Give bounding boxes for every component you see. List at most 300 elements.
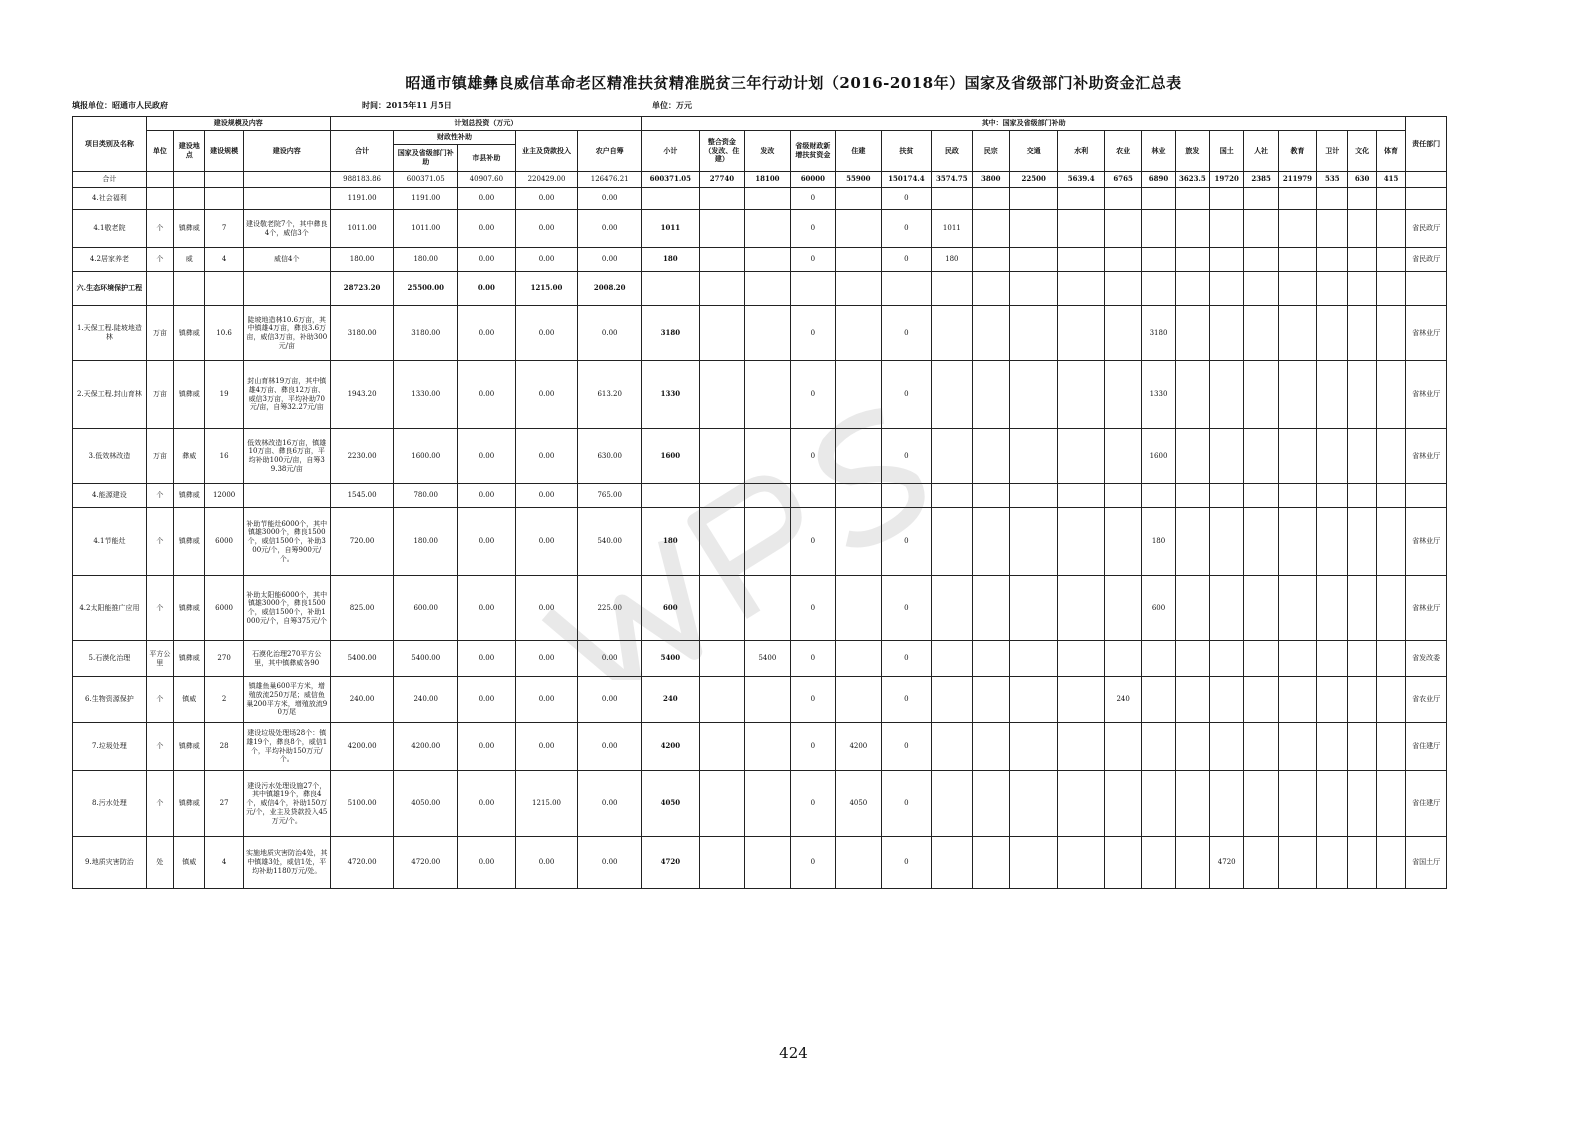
cell-d8 [1009,677,1058,723]
cell-name: 5.石漠化治理 [73,641,147,677]
table-row [73,837,1447,889]
cell-owner: 1215.00 [515,771,578,837]
col-resp: 责任部门 [1406,117,1447,172]
cell-farmer: 0.00 [578,641,642,677]
cell-name: 4.2居家养老 [73,248,147,272]
cell-d4 [836,306,881,361]
cell-d2 [745,771,790,837]
cell-owner: 220429.00 [515,172,578,188]
cell-site: 镇威 [174,837,205,889]
table-row [73,188,1447,210]
table-body [73,172,1447,889]
cell-scale [205,272,243,306]
cell-d16 [1317,677,1348,723]
cell-d17 [1348,837,1376,889]
cell-national: 240.00 [394,677,458,723]
cell-d13 [1210,484,1244,508]
cell-total: 4720.00 [330,837,394,889]
cell-d8 [1009,484,1058,508]
cell-name: 8.污水处理 [73,771,147,837]
cell-d9 [1058,188,1104,210]
cell-d4 [836,508,881,576]
cell-scale: 6000 [205,576,243,641]
cell-d14 [1244,210,1278,248]
cell-d5: 0 [881,576,932,641]
cell-d16 [1317,641,1348,677]
col-site: 建设地点 [174,131,205,172]
cell-owner: 0.00 [515,306,578,361]
cell-d2 [745,723,790,771]
cell-d6 [932,306,972,361]
cell-owner: 0.00 [515,248,578,272]
cell-farmer: 0.00 [578,248,642,272]
col-d17: 文化 [1348,131,1376,172]
cell-d5: 0 [881,248,932,272]
cell-d11: 180 [1142,508,1175,576]
cell-d2 [745,361,790,429]
cell-d4 [836,484,881,508]
cell-total: 1011.00 [330,210,394,248]
cell-d6: 180 [932,248,972,272]
cell-farmer: 0.00 [578,210,642,248]
cell-d10 [1104,771,1141,837]
cell-d2 [745,210,790,248]
cell-name: 4.1节能灶 [73,508,147,576]
cell-d2 [745,576,790,641]
cell-resp [1406,172,1447,188]
cell-name: 9.地质灾害防治 [73,837,147,889]
cell-national: 25500.00 [394,272,458,306]
cell-d18 [1376,641,1406,677]
cell-farmer: 765.00 [578,484,642,508]
cell-d13 [1210,508,1244,576]
cell-d5: 0 [881,361,932,429]
cell-national: 1011.00 [394,210,458,248]
cell-subtotal: 5400 [642,641,700,677]
cell-unit: 万亩 [146,361,173,429]
cell-d13 [1210,771,1244,837]
table-row [73,723,1447,771]
cell-d1 [699,837,744,889]
cell-d8 [1009,837,1058,889]
cell-d11 [1142,484,1175,508]
cell-name: 1.天保工程.陡坡地造林 [73,306,147,361]
cell-d5: 0 [881,837,932,889]
cell-d16 [1317,837,1348,889]
cell-resp: 省民政厅 [1406,248,1447,272]
cell-city: 0.00 [458,429,516,484]
cell-d10 [1104,484,1141,508]
cell-d10 [1104,361,1141,429]
cell-d1 [699,361,744,429]
cell-site: 镇彝威 [174,210,205,248]
cell-subtotal: 1011 [642,210,700,248]
cell-d2 [745,248,790,272]
cell-d14 [1244,248,1278,272]
cell-d6 [932,188,972,210]
cell-scale: 4 [205,248,243,272]
cell-d4 [836,361,881,429]
cell-d9 [1058,837,1104,889]
cell-resp [1406,272,1447,306]
cell-d12 [1175,361,1209,429]
cell-total: 28723.20 [330,272,394,306]
cell-site: 镇彝威 [174,508,205,576]
cell-d14 [1244,771,1278,837]
cell-d6 [932,723,972,771]
cell-d18 [1376,677,1406,723]
table-row [73,172,1447,188]
cell-d11: 6890 [1142,172,1175,188]
cell-total: 180.00 [330,248,394,272]
cell-d14 [1244,484,1278,508]
cell-site: 镇彝威 [174,361,205,429]
cell-scale: 7 [205,210,243,248]
cell-d7 [972,508,1009,576]
cell-total: 988183.86 [330,172,394,188]
cell-d10 [1104,210,1141,248]
cell-total: 2230.00 [330,429,394,484]
cell-resp: 省农业厅 [1406,677,1447,723]
cell-d3: 0 [790,837,835,889]
cell-resp: 省民政厅 [1406,210,1447,248]
cell-d6 [932,508,972,576]
cell-d13 [1210,641,1244,677]
cell-name: 4.社会福利 [73,188,147,210]
cell-d7 [972,837,1009,889]
page-number: 424 [779,1044,808,1062]
cell-d15: 211979 [1278,172,1316,188]
cell-d3: 0 [790,723,835,771]
cell-d10 [1104,508,1141,576]
cell-content: 补助节能灶6000个，其中镇雄3000个，彝良1500个，威信1500个，补助300元/个，自筹900元/个。 [243,508,330,576]
cell-d5: 0 [881,508,932,576]
cell-national: 780.00 [394,484,458,508]
cell-d18 [1376,361,1406,429]
cell-d6 [932,429,972,484]
cell-subtotal: 1600 [642,429,700,484]
cell-d1 [699,576,744,641]
cell-d16 [1317,576,1348,641]
col-d9: 水利 [1058,131,1104,172]
cell-d3: 0 [790,771,835,837]
cell-d4 [836,429,881,484]
cell-subtotal: 4050 [642,771,700,837]
cell-d17 [1348,210,1376,248]
cell-d15 [1278,306,1316,361]
cell-d13 [1210,306,1244,361]
cell-d4 [836,576,881,641]
cell-d4 [836,677,881,723]
cell-d8 [1009,641,1058,677]
cell-d10 [1104,641,1141,677]
cell-d18 [1376,576,1406,641]
cell-d17 [1348,361,1376,429]
cell-d17 [1348,641,1376,677]
cell-d18 [1376,771,1406,837]
cell-d2 [745,484,790,508]
cell-d4: 55900 [836,172,881,188]
col-group-fiscal: 财政性补助 [394,131,515,145]
cell-d4 [836,210,881,248]
cell-d5: 0 [881,771,932,837]
cell-content [243,188,330,210]
cell-city: 0.00 [458,210,516,248]
cell-subtotal: 4720 [642,837,700,889]
cell-content: 封山育林19万亩，其中镇雄4万亩、彝良12万亩、威信3万亩，平均补助70元/亩，自筹32.27元/亩 [243,361,330,429]
col-d14: 人社 [1244,131,1278,172]
col-scale: 建设规模 [205,131,243,172]
col-group-dept: 其中：国家及省级部门补助 [642,117,1406,131]
cell-d14 [1244,508,1278,576]
cell-d3: 0 [790,248,835,272]
cell-resp: 省林业厅 [1406,429,1447,484]
cell-d11: 1600 [1142,429,1175,484]
cell-content: 镇雄鱼巢600平方米，增殖放流250万尾；威信鱼巢200平方米，增殖放流90万尾 [243,677,330,723]
cell-d3: 0 [790,188,835,210]
col-group-invest: 计划总投资（万元） [330,117,641,131]
cell-resp: 省林业厅 [1406,306,1447,361]
table-row [73,429,1447,484]
cell-content [243,272,330,306]
cell-d1 [699,210,744,248]
cell-d14: 2385 [1244,172,1278,188]
cell-d18 [1376,723,1406,771]
cell-d17 [1348,248,1376,272]
cell-d8 [1009,248,1058,272]
cell-d17 [1348,576,1376,641]
cell-name: 合计 [73,172,147,188]
cell-farmer: 613.20 [578,361,642,429]
cell-d8: 22500 [1009,172,1058,188]
cell-d6 [932,576,972,641]
cell-d13 [1210,188,1244,210]
cell-d11 [1142,771,1175,837]
cell-city: 0.00 [458,306,516,361]
cell-owner: 0.00 [515,837,578,889]
cell-d16 [1317,361,1348,429]
cell-national: 180.00 [394,248,458,272]
cell-city: 0.00 [458,677,516,723]
cell-total: 720.00 [330,508,394,576]
cell-d18 [1376,429,1406,484]
table-row [73,484,1447,508]
cell-farmer: 0.00 [578,723,642,771]
cell-d5: 0 [881,677,932,723]
cell-scale [205,188,243,210]
cell-d6 [932,484,972,508]
cell-city: 0.00 [458,837,516,889]
cell-d18 [1376,210,1406,248]
cell-d17: 630 [1348,172,1376,188]
cell-d7 [972,210,1009,248]
cell-city: 0.00 [458,248,516,272]
cell-city: 40907.60 [458,172,516,188]
col-group-scale: 建设规模及内容 [146,117,330,131]
table-row [73,677,1447,723]
cell-total: 4200.00 [330,723,394,771]
cell-resp: 省林业厅 [1406,576,1447,641]
cell-d8 [1009,306,1058,361]
cell-d14 [1244,429,1278,484]
cell-d10 [1104,576,1141,641]
cell-d16 [1317,188,1348,210]
cell-d15 [1278,361,1316,429]
col-d18: 体育 [1376,131,1406,172]
cell-name: 4.2太阳能推广应用 [73,576,147,641]
cell-scale: 4 [205,837,243,889]
cell-d3: 0 [790,508,835,576]
cell-d12 [1175,641,1209,677]
cell-scale: 6000 [205,508,243,576]
cell-d15 [1278,837,1316,889]
cell-d6 [932,677,972,723]
cell-site: 镇威 [174,677,205,723]
cell-d3: 0 [790,210,835,248]
cell-d3 [790,484,835,508]
cell-d14 [1244,272,1278,306]
cell-d17 [1348,188,1376,210]
cell-site: 镇彝威 [174,306,205,361]
cell-d18 [1376,188,1406,210]
cell-d2 [745,837,790,889]
cell-d13 [1210,723,1244,771]
col-project: 项目类别及名称 [73,117,147,172]
cell-scale: 27 [205,771,243,837]
cell-d1: 27740 [699,172,744,188]
cell-unit [146,172,173,188]
cell-total: 3180.00 [330,306,394,361]
cell-owner: 0.00 [515,210,578,248]
cell-d14 [1244,641,1278,677]
cell-d14 [1244,677,1278,723]
cell-scale: 19 [205,361,243,429]
cell-d13: 4720 [1210,837,1244,889]
cell-owner: 0.00 [515,723,578,771]
cell-site [174,172,205,188]
cell-content: 石漠化治理270平方公里，其中镇彝威各90 [243,641,330,677]
cell-content [243,484,330,508]
cell-site: 彝威 [174,429,205,484]
cell-d2 [745,306,790,361]
cell-farmer: 225.00 [578,576,642,641]
cell-d1 [699,248,744,272]
cell-d15 [1278,188,1316,210]
cell-city: 0.00 [458,272,516,306]
cell-d10 [1104,248,1141,272]
cell-total: 5100.00 [330,771,394,837]
money-unit: 单位：万元 [652,100,692,110]
cell-unit: 个 [146,508,173,576]
cell-content: 陡坡地造林10.6万亩，其中镇雄4万亩，彝良3.6万亩，威信3万亩，补助300元/亩 [243,306,330,361]
col-subtotal: 小计 [642,131,700,172]
cell-city: 0.00 [458,508,516,576]
cell-d15 [1278,508,1316,576]
cell-d16 [1317,272,1348,306]
cell-subtotal: 600 [642,576,700,641]
cell-d3: 0 [790,429,835,484]
cell-d2 [745,508,790,576]
cell-d12 [1175,576,1209,641]
cell-d5: 150174.4 [881,172,932,188]
cell-unit: 万亩 [146,306,173,361]
cell-d14 [1244,837,1278,889]
cell-resp [1406,188,1447,210]
table-row [73,508,1447,576]
cell-d4 [836,188,881,210]
cell-d13 [1210,576,1244,641]
cell-site: 镇彝威 [174,484,205,508]
cell-d1 [699,677,744,723]
cell-d15 [1278,771,1316,837]
cell-farmer: 0.00 [578,771,642,837]
cell-d14 [1244,723,1278,771]
cell-d10: 240 [1104,677,1141,723]
cell-site: 镇彝威 [174,723,205,771]
cell-d5: 0 [881,641,932,677]
cell-d10 [1104,837,1141,889]
cell-d5: 0 [881,210,932,248]
cell-d11: 3180 [1142,306,1175,361]
cell-d2 [745,272,790,306]
cell-name: 六.生态环境保护工程 [73,272,147,306]
cell-resp: 省国土厅 [1406,837,1447,889]
cell-city: 0.00 [458,723,516,771]
cell-d9 [1058,306,1104,361]
cell-d8 [1009,576,1058,641]
cell-d13: 19720 [1210,172,1244,188]
cell-d1 [699,429,744,484]
col-d12: 旅发 [1175,131,1209,172]
cell-owner: 0.00 [515,188,578,210]
cell-d7 [972,248,1009,272]
cell-d4 [836,248,881,272]
cell-d7 [972,641,1009,677]
cell-d13 [1210,677,1244,723]
cell-unit: 个 [146,576,173,641]
cell-d6: 1011 [932,210,972,248]
cell-d12 [1175,723,1209,771]
cell-unit: 个 [146,771,173,837]
cell-d6 [932,771,972,837]
cell-national: 1191.00 [394,188,458,210]
cell-name: 2.天保工程.封山育林 [73,361,147,429]
cell-national: 4720.00 [394,837,458,889]
cell-scale [205,172,243,188]
cell-d3: 0 [790,361,835,429]
cell-d9 [1058,771,1104,837]
cell-scale: 270 [205,641,243,677]
cell-city: 0.00 [458,641,516,677]
cell-d2: 18100 [745,172,790,188]
cell-d7 [972,361,1009,429]
cell-d7 [972,306,1009,361]
table-row [73,210,1447,248]
table-row [73,641,1447,677]
cell-d3: 0 [790,677,835,723]
cell-d7: 3800 [972,172,1009,188]
cell-scale: 28 [205,723,243,771]
cell-d1 [699,771,744,837]
cell-d2 [745,677,790,723]
cell-d14 [1244,361,1278,429]
col-d16: 卫计 [1317,131,1348,172]
cell-d2 [745,429,790,484]
cell-name: 7.垃圾处理 [73,723,147,771]
cell-d1 [699,188,744,210]
cell-d16: 535 [1317,172,1348,188]
cell-d11: 1330 [1142,361,1175,429]
